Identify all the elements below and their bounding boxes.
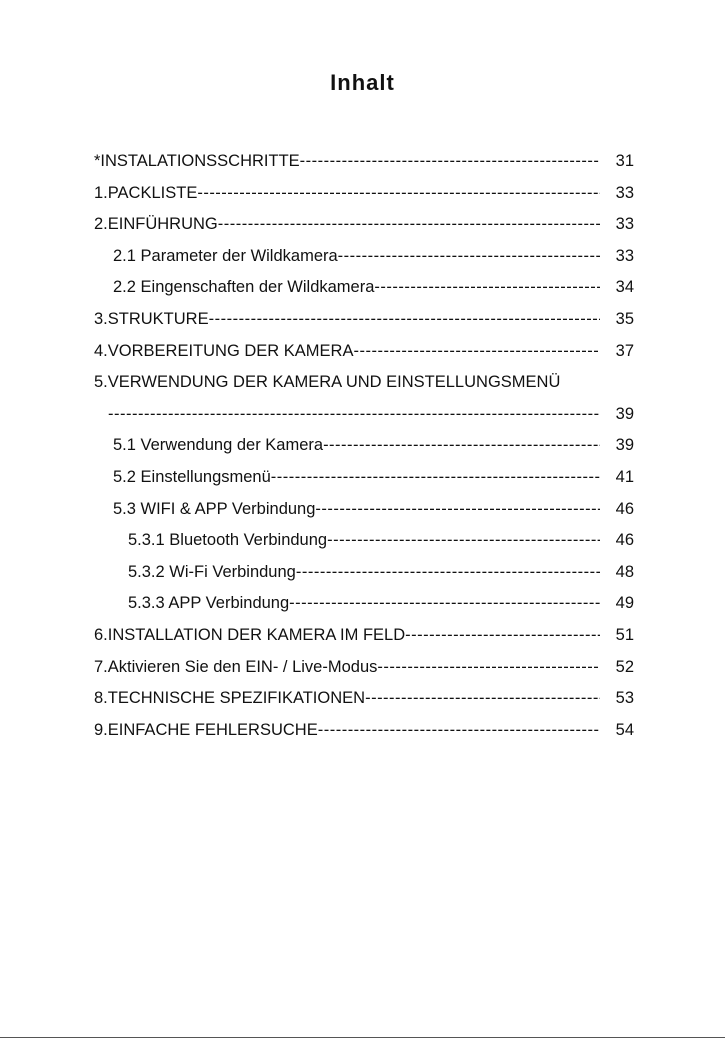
- toc-entry[interactable]: [94, 721, 634, 753]
- toc-entry[interactable]: [94, 689, 634, 721]
- toc-entry-title: 2.EINFÜHRUNG: [94, 215, 218, 234]
- toc-entry-title: 9.EINFACHE FEHLERSUCHE: [94, 720, 318, 739]
- toc-entry-title: 2.2 Eingenschaften der Wildkamera: [113, 278, 375, 297]
- page-bottom-rule: [0, 1037, 725, 1038]
- toc-entry[interactable]: [94, 531, 634, 563]
- page-title: Inhalt: [330, 70, 395, 95]
- toc-entry-page: 39: [615, 404, 634, 423]
- toc-entry[interactable]: [94, 658, 634, 690]
- toc-leader-dashes: [209, 310, 600, 329]
- toc-entry[interactable]: [94, 215, 634, 247]
- toc-entry[interactable]: [94, 247, 634, 279]
- toc-entry-page: 33: [615, 183, 634, 202]
- toc-entry[interactable]: [94, 342, 634, 374]
- toc-entry-continuation[interactable]: [94, 405, 634, 437]
- toc-leader-dashes: [327, 531, 600, 550]
- toc-entry-page: 46: [615, 499, 634, 518]
- toc-entry-page: 37: [615, 341, 634, 360]
- toc-entry-page: 33: [615, 246, 634, 265]
- toc-entry-page: 53: [615, 689, 634, 708]
- toc-entry[interactable]: [94, 373, 634, 405]
- toc-entry-title: 5.2 Einstellungsmenü: [113, 467, 271, 486]
- toc-leader-dashes: [108, 405, 600, 424]
- toc-entry-title: 5.VERWENDUNG DER KAMERA UND EINSTELLUNGSMENÜ: [94, 373, 561, 392]
- toc-leader-dashes: [338, 247, 600, 266]
- toc-entry-title: 6.INSTALLATION DER KAMERA IM FELD: [94, 625, 406, 644]
- toc-entry[interactable]: [94, 626, 634, 658]
- toc-entry-page: 46: [615, 531, 634, 550]
- toc-leader-dashes: [315, 500, 600, 519]
- toc-leader-dashes: [289, 594, 600, 613]
- toc-entry[interactable]: [94, 436, 634, 468]
- toc-leader-dashes: [300, 152, 600, 171]
- toc-entry[interactable]: [94, 184, 634, 216]
- toc-entry[interactable]: [94, 310, 634, 342]
- toc-entry-page: 51: [615, 625, 634, 644]
- toc-entry-title: 1.PACKLISTE: [94, 183, 198, 202]
- toc-leader-dashes: [374, 278, 600, 297]
- toc-entry-title: 5.3.2 Wi-Fi Verbindung: [128, 562, 296, 581]
- toc-entry-title: 5.3.1 Bluetooth Verbindung: [128, 531, 328, 550]
- toc-entry-page: 52: [615, 657, 634, 676]
- toc-entry[interactable]: [94, 152, 634, 184]
- toc-entry-page: 48: [615, 562, 634, 581]
- toc-entry-title: *INSTALATIONSSCHRITTE: [94, 152, 300, 170]
- toc-entry[interactable]: [94, 278, 634, 310]
- toc-entry-page: 35: [615, 309, 634, 328]
- toc-entry-title: 5.3 WIFI & APP Verbindung: [113, 499, 316, 518]
- toc-entry-title: 4.VORBEREITUNG DER KAMERA: [94, 341, 354, 360]
- toc-leader-dashes: [318, 721, 600, 740]
- toc-entry-page: 34: [615, 278, 634, 297]
- toc-leader-dashes: [218, 215, 600, 234]
- toc-entry-title: 8.TECHNISCHE SPEZIFIKATIONEN: [94, 689, 366, 708]
- table-of-contents: [94, 152, 634, 752]
- toc-entry-page: 54: [615, 720, 634, 739]
- toc-leader-dashes: [197, 184, 600, 203]
- toc-entry[interactable]: [94, 563, 634, 595]
- toc-leader-dashes: [296, 563, 600, 582]
- toc-leader-dashes: [365, 689, 600, 708]
- toc-leader-dashes: [323, 436, 600, 455]
- toc-entry-title: 5.3.3 APP Verbindung: [128, 594, 290, 613]
- toc-entry-page: 41: [615, 467, 634, 486]
- toc-leader-dashes: [377, 658, 600, 677]
- toc-entry-page: 33: [615, 215, 634, 234]
- toc-leader-dashes: [271, 468, 600, 487]
- toc-entry-page: 31: [615, 152, 634, 170]
- toc-entry-title: 5.1 Verwendung der Kamera: [113, 436, 324, 455]
- toc-entry[interactable]: [94, 468, 634, 500]
- toc-entry-title: 3.STRUKTURE: [94, 309, 209, 328]
- toc-entry[interactable]: [94, 500, 634, 532]
- toc-leader-dashes: [353, 342, 600, 361]
- toc-entry-title: 7.Aktivieren Sie den EIN- / Live-Modus: [94, 657, 378, 676]
- toc-leader-dashes: [405, 626, 600, 645]
- toc-entry[interactable]: [94, 594, 634, 626]
- toc-entry-page: 39: [615, 436, 634, 455]
- toc-entry-page: 49: [615, 594, 634, 613]
- toc-entry-title: 2.1 Parameter der Wildkamera: [113, 246, 338, 265]
